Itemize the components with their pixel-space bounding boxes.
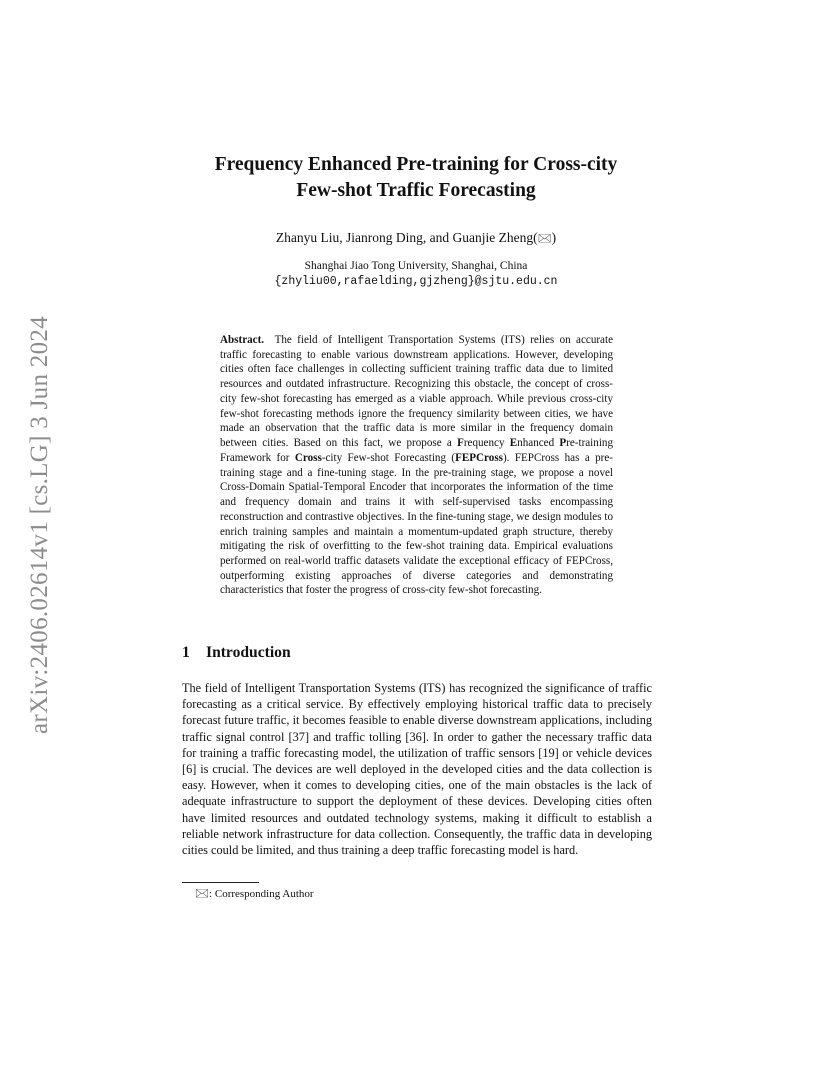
footnote-divider	[182, 882, 259, 883]
affiliation-block	[182, 259, 650, 289]
institution: Shanghai Jiao Tong University, Shanghai, China	[304, 260, 528, 272]
abstract-cross-bold: Cross	[294, 451, 322, 464]
arxiv-side-stamp	[20, 300, 60, 750]
abstract-text-2: ). FEPCross has a pre-training stage and a fine-tuning stage. In the pre-training stage, we propose a novel Cross-Domain Spatial-Temporal Encoder that incorporates the information of the time and frequency domain and trains it with self-supervised tasks encompassing reconstruction and contrastive objectives. In the fine-tuning stage, we design modules to enrich training samples and maintain a momentum-updated graph structure, thereby mitigating the risk of overfitting to the few-shot training data. Empirical evaluations performed on real-world traffic datasets validate the exceptional efficacy of FEPCross, outperforming existing approaches of diverse categories and demonstrating characteristics that foster the progress of cross-city few-shot forecasting.	[220, 451, 613, 597]
section-heading-introduction	[182, 643, 652, 663]
abstract-acronym: FEPCross	[455, 451, 503, 464]
abstract-p-bold: P	[559, 437, 567, 450]
envelope-icon: 🖂	[195, 886, 210, 900]
abstract	[220, 333, 613, 598]
abstract-p-rest: re-training Framework for	[220, 437, 613, 464]
author-list	[182, 229, 650, 247]
title-line-2: Few-shot Traffic Forecasting	[296, 180, 536, 201]
abstract-cross-rest: -city Few-shot Forecasting (	[321, 451, 456, 464]
section-title: Introduction	[206, 644, 291, 661]
footnote: 🖂: Corresponding Author	[195, 886, 314, 900]
author-close-paren: )	[551, 230, 557, 245]
abstract-label: Abstract.	[220, 334, 265, 346]
abstract-e-rest: nhanced	[517, 437, 560, 450]
arxiv-identifier: arXiv:2406.02614v1 [cs.LG] 3 Jun 2024	[26, 316, 53, 734]
envelope-icon: 🖂	[537, 231, 552, 245]
author-emails: {zhyliu00,rafaelding,gjzheng}@sjtu.edu.cn	[274, 275, 558, 288]
author-names: Zhanyu Liu, Jianrong Ding, and Guanjie Zheng(	[275, 230, 538, 245]
abstract-e-bold: E	[509, 437, 518, 450]
paper-title	[182, 152, 650, 204]
introduction-paragraph: The field of Intelligent Transportation Systems (ITS) has recognized the significance of traffic forecasting as a critical service. By effectively employing historical traffic data to precisely forecast future traffic, it becomes feasible to enable diverse downstream applications, including traffic signal control [37] and traffic tolling [36]. In order to gather the necessary traffic data for training a traffic forecasting model, the utilization of traffic sensors [19] or vehicle devices [6] is crucial. The devices are well deployed in the developed cities and the data collection is easy. However, when it comes to developing cities, one of the main obstacles is the lack of adequate infrastructure to support the deployment of these devices. Developing cities often have limited resources and outdated technology systems, making it difficult to establish a reliable network infrastructure for data collection. Consequently, the traffic data in developing cities could be limited, and thus training a deep traffic forecasting model is hard.	[182, 681, 652, 858]
footnote-text: Corresponding Author	[214, 888, 314, 900]
abstract-text-1: The field of Intelligent Transportation Systems (ITS) relies on accurate traffic forecasting to enable various downstream applications. However, developing cities often face challenges in collecting sufficient training traffic data due to limited resources and outdated infrastructure. Recognizing this obstacle, the concept of cross-city few-shot forecasting has emerged as a viable approach. While previous cross-city few-shot forecasting methods ignore the frequency similarity between cities, we have made an observation that the traffic data is more similar in the frequency domain between cities. Based on this fact, we propose a	[220, 334, 613, 450]
section-number: 1	[182, 644, 190, 661]
abstract-f-bold: F	[457, 437, 464, 450]
abstract-f-rest: requency	[463, 437, 510, 450]
title-line-1: Frequency Enhanced Pre-training for Cross-city	[214, 154, 618, 175]
